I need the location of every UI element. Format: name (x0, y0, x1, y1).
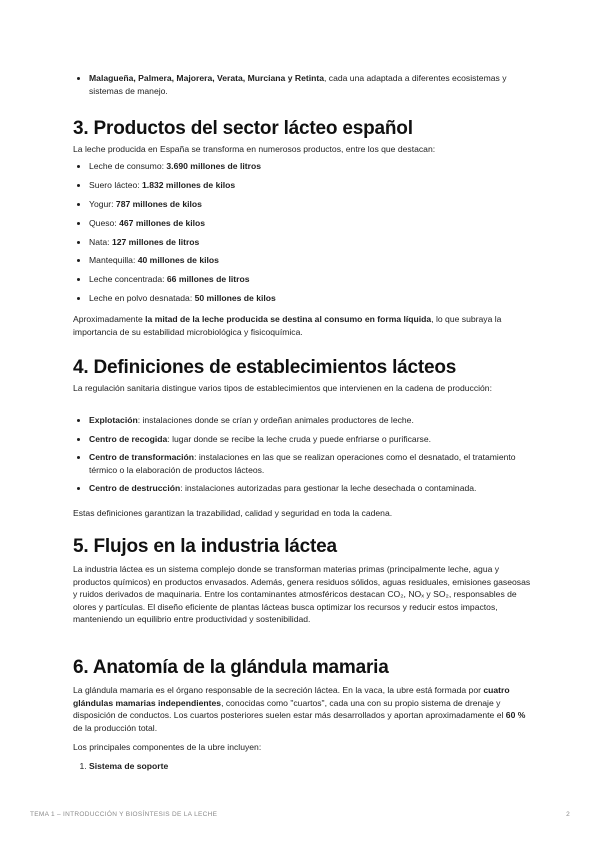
section-5-title: 5. Flujos en la industria láctea (73, 536, 337, 557)
breeds-bold: Malagueña, Palmera, Majorera, Verata, Murciana y Retinta (89, 73, 324, 83)
product-item: • Yogur: 787 millones de kilos (89, 198, 535, 211)
product-item: • Suero lácteo: 1.832 millones de kilos (89, 179, 535, 192)
section-3-closing: Aproximadamente la mitad de la leche producida se destina al consumo en forma líquida, lo que subraya la importancia de su estabilidad microbiológica y fisicoquímica. (73, 314, 502, 337)
product-item: • Nata: 127 millones de litros (89, 236, 535, 249)
udder-component-item: 1. Sistema de soporte (89, 760, 535, 773)
section-3-intro: La leche producida en España se transforma en numerosos productos, entre los que destacan: (73, 144, 436, 154)
product-item: • Queso: 467 millones de kilos (89, 217, 535, 230)
product-item: • Leche concentrada: 66 millones de litros (89, 273, 535, 286)
establishments-list (73, 414, 535, 501)
udder-components-list (73, 760, 535, 773)
establishment-item: • Centro de transformación: instalaciones en las que se realizan operaciones como el desnatado, el tratamiento térmico o la elaboración de productos lácteos. (89, 451, 535, 476)
page-number: 2 (566, 811, 570, 818)
section-6-title: 6. Anatomía de la glándula mamaria (73, 657, 389, 678)
footer-title: TEMA 1 – INTRODUCCIÓN Y BIOSÍNTESIS DE LA LECHE (30, 811, 218, 818)
section-6-p1: La glándula mamaria es el órgano responsable de la secreción láctea. En la vaca, la ubre está formada por cuatro glándulas mamarias independientes, conocidas como "cuartos", cada una con su propio sistema de drenaje y disposición de conductos. Los cuartos posteriores suelen estar más desarrollados y aportan aproximadamente el 60 % de la producción total. (73, 685, 526, 733)
establishment-item: • Centro de recogida: lugar donde se recibe la leche cruda y puede enfriarse o purificarse. (89, 433, 535, 446)
section-5-body: La industria láctea es un sistema complejo donde se transforman materias primas (principalmente leche, agua y productos químicos) en productos envasados. Además, genera residuos sólidos, aguas residuales, emisiones gaseosas y ruidos derivados de maquinaria. Entre los contaminantes atmosféricos destacan CO₂, NOₓ y SO₂, responsables de olores y partículas. El diseño eficiente de plantas lácteas busca optimizar los recursos y reducir estos impactos, manteniendo un equilibrio entre productividad y sostenibilidad. (73, 564, 531, 624)
establishment-item: • Explotación: instalaciones donde se crían y ordeñan animales productores de leche. (89, 414, 535, 427)
breeds-text: , cada una adaptada a diferentes ecosistemas y sistemas de manejo. (89, 73, 507, 96)
section-4-intro: La regulación sanitaria distingue varios tipos de establecimientos que intervienen en la cadena de producción: (73, 383, 492, 393)
product-item: • Mantequilla: 40 millones de kilos (89, 254, 535, 267)
section-4-closing: Estas definiciones garantizan la trazabilidad, calidad y seguridad en toda la cadena. (73, 508, 393, 518)
section-3-title: 3. Productos del sector lácteo español (73, 118, 413, 139)
page-footer (30, 811, 570, 818)
intro-list (73, 72, 513, 97)
establishment-item: • Centro de destrucción: instalaciones autorizadas para gestionar la leche desechada o contaminada. (89, 482, 535, 495)
product-item: • Leche de consumo: 3.690 millones de litros (89, 160, 535, 173)
products-list (73, 160, 535, 311)
section-4-title: 4. Definiciones de establecimientos lácteos (73, 357, 457, 378)
product-item: • Leche en polvo desnatada: 50 millones de kilos (89, 292, 535, 305)
list-item (89, 72, 513, 97)
section-6-p2: Los principales componentes de la ubre incluyen: (73, 742, 262, 752)
